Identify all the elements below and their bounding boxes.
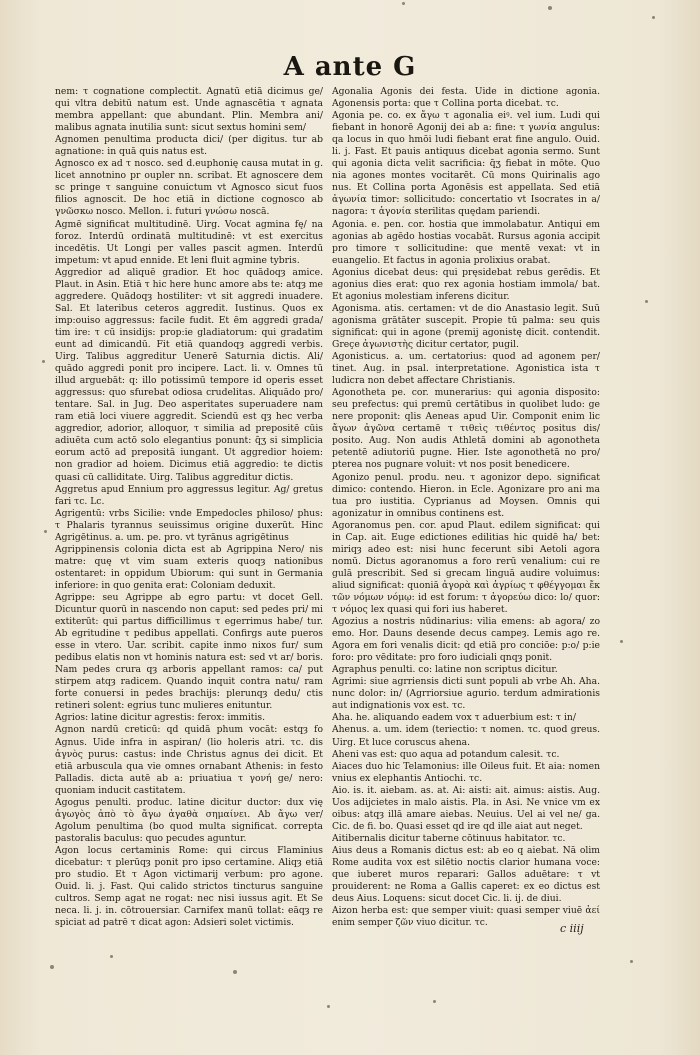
entry-paragraph: Agrimi: siue agrriensis dicti sunt populi ab vrbe Ah. Aha. nunc dolor: in/ (Agrriorsiue agurio. terdum admirationis aut indignationis vox est. τc.	[332, 676, 600, 712]
entry-paragraph: Agonotheta pe. cor. munerarius: qui agonia disposito: seu prefectus: qui premū certātibus in quolibet ludo: ge nere proponit: qlis Aeneas apud Uir. Componit enim lic ἄγων ἀγῶνα certamē τ τιθεὶς τιθέντος positus dis/ posito. Aug. Non audis Athletā domini ab agonotheta petentē adiutoriū pugne. Hier. Iste agonothetā no pro/ pterea nos pugnare voluit: vt nos posit benedicere.	[332, 387, 600, 471]
foxing-spot	[548, 6, 552, 10]
entry-paragraph: Agrippe: seu Agrippe ab egro partu: vt docet Gell. Dicuntur quorū in nascendo non caput: sed pedes pri/ mi extiterūt: qui partus difficillimus τ egerrimus habe/ tur. Ab egritudine τ pedibus appellati. Confirgs aute pueros esse in vtero. Uar. scribit. capite inmo nixos fur/ sum pedibus elatis non vt hominis natura est: sed vt ar/ boris. Nam pedes crura qȝ arboris appellant ramos: ca/ put stirpem atqȝ radicem. Quando inquit contra natu/ ram forte conuersi in pedes brachijs: plerunqȝ dedu/ ctis retineri solent: egrius tunc mulieres enituntur.	[55, 591, 323, 712]
entry-paragraph: Aheni vas est: quo aqua ad potandum calesit. τc.	[332, 748, 560, 760]
entry-paragraph: Agonia pe. co. ex ἄγω τ agonalia eiꝰ. vel ium. Ludi qui fiebant in honorē Agonij dei ab a: fine: τ γωνία angulus: qa locus in quo hmōi ludi fiebant erat fine angulo. Ouid. li. j. Fast. Et pauis antiquus dicebat agonia sermo. Sunt qui agonia dicta velit sacrificia: q̄ʒ fiebat in mōte. Quo nia agones montes vocitarēt. Cū mons Quirinalis ago nus. Et Collina porta Agonēsis est appellata. Sed etiā ἀγωνία timor: sollicitudo: concertatio vt Isocrates in a/ nagora: τ ἀγονία sterilitas quędam pariendi.	[332, 110, 600, 218]
entry-paragraph: nem: τ cognatione complectit. Agnatū etiā dicimus ge/ qui vltra debitū natum est. Unde agnascētia τ agnata membra appellant: que abundant. Plin. Membra ani/ malibus agnata inutilia sunt: sicut sextus homini sem/	[55, 86, 323, 134]
foxing-spot	[233, 970, 237, 974]
entry-paragraph: Agonizo penul. produ. neu. τ agonizor depo. significat dimico: contendo. Hieron. in Ecle. Agonizare pro ani ma tua pro iustitia. Cyprianus ad Moysen. Omnis qui agonizatur in omnibus continens est.	[332, 471, 600, 519]
foxing-spot	[630, 960, 633, 963]
foxing-spot	[110, 955, 113, 958]
foxing-spot	[327, 1005, 330, 1008]
entry-paragraph: Agrippinensis colonia dicta est ab Agrippina Nero/ nis matre: quę vt vim suam exteris quoqȝ nationibus ostentaret: in oppidum Ubiorum: qui sunt in Germania inferiore: in quo genita erat: Coloniam deduxit.	[55, 543, 323, 591]
entry-paragraph: Agrigentū: vrbs Sicilie: vnde Empedocles philoso/ phus: τ Phalaris tyrannus seuissimus origine duxerūt. Hinc Agrigētinus. a. um. pe. pro. vt tyrānus agrigētinus	[55, 507, 323, 543]
right-column	[332, 86, 600, 936]
entry-paragraph: Agnomen penultima producta dici/ (per digitus. tur ab agnatione: in quā quis natus est.	[55, 134, 323, 158]
entry-paragraph: Aiaces duo hic Telamonius: ille Oileus fuit. Et aia: nomen vnius ex elephantis Antiochi. τc.	[332, 760, 600, 784]
entry-paragraph: Agozius a nostris nūdinarius: vilia emens: ab agora/ zo emo. Hor. Dauns desende decus campeȝ. Lemis ago re. Agora em fori venalis dicit: qd etiā pro conciōe: p:o/ p:ie foro: pro vēditate: pro foro iudiciali qnqȝ ponit.	[332, 616, 600, 664]
entry-paragraph: Agoranomus pen. cor. apud Plaut. edilem significat: qui in Cap. ait. Euge edictiones edilitias hic quidē ha/ bet: miriqȝ adeo est: nisi hunc fecerunt sibi Aetoli agora nomū. Dictus agoranomus a foro rerū venalium: cui re gulā prescribit. Sed si grecam linguā audire voluimus: aliud significat: quoniā ἀγορὰ καὶ ἀγρίως τ φθέγγομαι ἔκ τῶν νόμων νόμῳ: id est forum: τ ἀγορεύω dico: lo/ quor: τ νόμος lex quasi qui fori ius haberet.	[332, 519, 600, 616]
foxing-spot	[652, 16, 655, 19]
entry-paragraph: Aha. he. aliquando eadem vox τ aduerbium est: τ in/	[332, 712, 576, 724]
left-column	[55, 86, 323, 936]
entry-paragraph: Aizon herba est: que semper viuit: quasi semper viuē ἀεί enim semper ζῶν viuo dicitur. τc.	[332, 905, 600, 929]
page-heading: A ante G	[283, 52, 417, 82]
entry-paragraph: Agon locus certaminis Rome: qui circus Flaminius dicebatur: τ plerūqȝ ponit pro ipso certamine. Aliqȝ etiā pro studio. Et τ Agon victimarij verbum: pro agone. Ouid. li. j. Fast. Qui calido strictos tincturus sanguine cultros. Semp agat ne rogat: nec nisi iussus agit. Et Se neca. li. j. in. cōtrouersiar. Carnifex manū tollat: eāqȝ re spiciat ad patrē τ dicat agon: Adsieri solet victimis.	[55, 844, 323, 929]
entry-paragraph: Agonisticus. a. um. certatorius: quod ad agonem per/ tinet. Aug. in psal. interpretatione. Agonistica ista τ ludicra non debet affectare Christianis.	[332, 351, 600, 387]
entry-paragraph: Aitibernalis dicitur taberne cōtinuus habitator. τc.	[332, 832, 566, 844]
entry-paragraph: Agogus penulti. produc. latine dicitur ductor: dux vię ἀγωγὸς ἀπὸ τὸ ἄγω ἀγαθὰ σημαίνει. Ab ἄγω ver/ Agolum penultima (bo quod multa significat. correpta pastoralis baculus: quo pecudes aguntur.	[55, 796, 323, 844]
entry-paragraph: Agrios: latine dicitur agrestis: ferox: immitis.	[55, 712, 266, 724]
entry-paragraph: Ahenus. a. um. idem (teriectio: τ nomen. τc. quod greus. Uirg. Et luce coruscus ahena.	[332, 724, 600, 748]
entry-paragraph: Agonisma. atis. certamen: vt de dio Anastasio legit. Suū agonisma grātāter suscepit. Propie tū palma: seu quis significat: qui in agone (premij agonistę dicit. contendit. Greçe ἀγωνιστὴς dicitur certator, pugil.	[332, 302, 600, 350]
entry-paragraph: Agnosco ex ad τ nosco. sed d.euphonię causa mutat in g. licet annotnino pr oupler nn. scribat. Et agnoscere dem sc pringe τ sanguine conuictum vt Agnosco sicut fuos filios agnoscit. De hoc etiā in dictione cognosco ab γνῶσκω nosco. Mellon. i. futuri γνώσω noscā.	[55, 158, 323, 218]
signature-mark: c iiij	[560, 922, 584, 935]
foxing-spot	[42, 360, 45, 363]
entry-paragraph: Agnon nardū creticū: qd quidā phum vocāt: estqȝ fo Agnus. Uide infra in aspiran/ (lio holeris atri. τc. dis ἁγνὸς purus: castus: inde Christus agnus dei dicit. Et etiā arbuscula qua vie omnes ornabant Athenis: in festo Palladis. dicta autē ab a: priuatiua τ γονή ge/ nero: quoniam inducit castitatem.	[55, 724, 323, 796]
foxing-spot	[620, 640, 623, 643]
foxing-spot	[50, 965, 54, 969]
foxing-spot	[44, 530, 47, 533]
entry-paragraph: Agmē significat multitudinē. Uirg. Vocat agmina fę/ na foroz. Interdū ordinatā multitudinē: vt est exercitus incedētis. Ut Longi per valles pascit agmen. Interdū impetum: vt apud ennide. Et leni fluit agmine tybris.	[55, 218, 323, 266]
foxing-spot	[645, 300, 648, 303]
entry-paragraph: Agonalia Agonis dei festa. Uide in dictione agonia. Agonensis porta: que τ Collina porta dicebat. τc.	[332, 86, 600, 110]
entry-paragraph: Aggredior ad aliquē gradior. Et hoc quādoqȝ amice. Plaut. in Asin. Etiā τ hic here hunc amore abs te: atqȝ me aggredere. Quādoqȝ hostiliter: vt sit aggredi inuadere. Sal. Et lateribus ceteros aggredit. Iustinus. Quos ex imp:ouiso aggressus: facile fudit. Et ēm aggredi grada/ tim ire: τ cū insidijs: prop:ie gladiatorum: qui gradatim eunt ad dimicandū. Fit etiā quandoqȝ aggredi verbis. Uirg. Talibus aggreditur Uenerē Saturnia dictis. Ali/ quādo aggredi ponit pro incipere. Lact. li. v. Omnes tū illud arguebāt: q: illo potissimū tempore id operis esset aggressus: quo sfurebat odiosa crudelitas. Aliquādo pro/ tentare. Sal. in Jug. Deo asperitates superuadere nam ram etiā loci viuere aggredit. Sciendū est qȝ hec verba aggredior, adorior, alloquor, τ similia ad prepositē cūis adiuēta cum actō solo elegantius ponunt: q̄ʒ si simplicia eorum actō ad prepositā iungant. Ut aggredior hoiem: non gradior ad hoiem. Dicimus etiā aggredio: te dictis quasi cū calliditate. Uirg. Talibus aggreditur dictis.	[55, 266, 323, 483]
entry-paragraph: Aio. is. it. aiebam. as. at. Ai: aisti: ait. aimus: aistis. Aug. Uos adijcietes in malo aistis. Pla. in Asi. Ne vnice vm ex oibus: atqȝ illā amare aiebas. Neuius. Uel ai vel ne/ ga. Cic. de fi. bo. Quasi esset qd ire qd ille aiat aut neget.	[332, 784, 600, 832]
entry-paragraph: Aggretus apud Ennium pro aggressus legitur. Ag/ gretus fari τc. Lc.	[55, 483, 323, 507]
entry-paragraph: Aius deus a Romanis dictus est: ab eo q aiebat. Nā olim Rome audita vox est silētio noctis clarior humana voce: que iuberet muros reparari: Gallos aduētare: τ vt prouiderent: ne Roma a Gallis caperet: ex eo dictus est deus Aius. Loquens: sicut docet Cic. li. ij. de diui.	[332, 844, 600, 905]
foxing-spot	[433, 1000, 436, 1003]
entry-paragraph: Agraphus penulti. co: latine non scriptus dicitur.	[332, 664, 558, 676]
foxing-spot	[402, 2, 405, 5]
entry-paragraph: Agonius dicebat deus: qui pręsidebat rebus gerēdis. Et agonius dies erat: quo rex agonia hostiam immola/ bat. Et agonius molestiam inferens dicitur.	[332, 266, 600, 302]
entry-paragraph: Agonia. e. pen. cor. hostia que immolabatur. Antiqui em agonias ab agēdo hostias vocabāt. Rursus agonia accipit pro timore τ sollicitudine: que mentē vexat: vt in euangelio. Et factus in agonia prolixius orabat.	[332, 218, 600, 266]
